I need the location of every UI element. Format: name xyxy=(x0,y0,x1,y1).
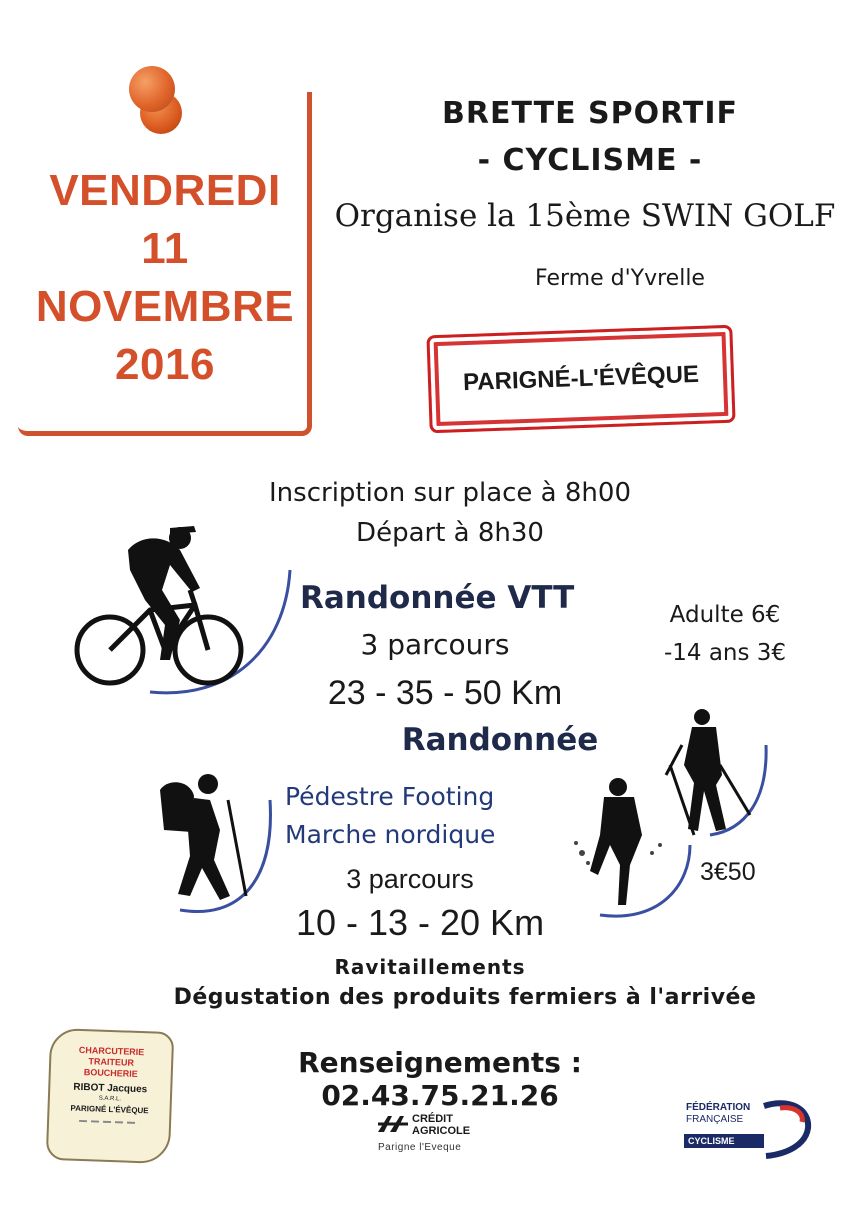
date-day-name: VENDREDI xyxy=(49,166,281,215)
date-day-number: 11 xyxy=(141,224,189,273)
butcher-logo xyxy=(46,1028,175,1164)
contact-info: Renseignements : 02.43.75.21.26 xyxy=(298,1046,582,1112)
bank-name-line2: AGRICOLE xyxy=(412,1125,471,1137)
butcher-sarl: S.A.R.L. xyxy=(98,1095,122,1103)
butcher-line1: CHARCUTERIE xyxy=(78,1044,145,1058)
town-sign xyxy=(426,325,735,434)
mtb-title: Randonnée VTT xyxy=(300,580,575,616)
walk-modes-line2: Marche nordique xyxy=(285,820,496,849)
hiker-silhouette-icon xyxy=(150,770,280,920)
walk-title: Randonnée xyxy=(401,722,599,758)
refreshments-note: Ravitaillements xyxy=(334,955,526,979)
butcher-line2: TRAITEUR xyxy=(88,1056,135,1068)
mtb-price-adult: Adulte 6€ xyxy=(669,602,781,628)
town-sign-label: PARIGNÉ-L'ÉVÊQUE xyxy=(462,360,700,397)
bank-name-line1: CRÉDIT xyxy=(412,1113,453,1125)
event-name: Organise la 15ème SWIN GOLF xyxy=(334,198,836,234)
cyclist-silhouette-icon xyxy=(70,510,300,700)
federation-line2: FRANÇAISE xyxy=(686,1114,744,1125)
bank-location: Parigne l'Eveque xyxy=(378,1142,462,1153)
runner-walker-silhouette-icon xyxy=(570,705,780,925)
butcher-name: RIBOT Jacques xyxy=(73,1081,148,1096)
federation-line3: CYCLISME xyxy=(684,1134,764,1148)
club-name: BRETTE SPORTIF xyxy=(442,96,738,131)
butcher-divider xyxy=(79,1120,139,1124)
butcher-town: PARIGNÉ L'ÉVÊQUE xyxy=(70,1103,149,1116)
mtb-price-child: -14 ans 3€ xyxy=(663,640,787,666)
walk-distances: 10 - 13 - 20 Km xyxy=(295,902,545,943)
bank-logo xyxy=(372,1110,492,1158)
mtb-distances: 23 - 35 - 50 Km xyxy=(327,674,563,712)
date-card xyxy=(18,92,312,436)
federation-line1: FÉDÉRATION xyxy=(686,1102,751,1113)
club-discipline: - CYCLISME - xyxy=(477,143,703,178)
walk-modes-line1: Pédestre Footing xyxy=(285,782,495,811)
pushpin-head-icon xyxy=(129,66,175,112)
date-month: NOVEMBRE xyxy=(35,282,295,331)
bank-emblem-icon xyxy=(376,1114,410,1134)
mtb-routes: 3 parcours xyxy=(360,628,510,661)
federation-swoosh-icon xyxy=(758,1098,818,1160)
butcher-line3: BOUCHERIE xyxy=(83,1067,138,1079)
federation-logo xyxy=(680,1096,820,1162)
walk-price: 3€50 xyxy=(700,858,756,886)
departure-time: Départ à 8h30 xyxy=(356,518,544,548)
registration-time: Inscription sur place à 8h00 xyxy=(269,478,631,508)
walk-routes: 3 parcours xyxy=(346,864,474,894)
tasting-note: Dégustation des produits fermiers à l'arrivée xyxy=(173,985,757,1010)
venue-name: Ferme d'Yvrelle xyxy=(535,266,705,291)
date-year: 2016 xyxy=(115,340,215,389)
